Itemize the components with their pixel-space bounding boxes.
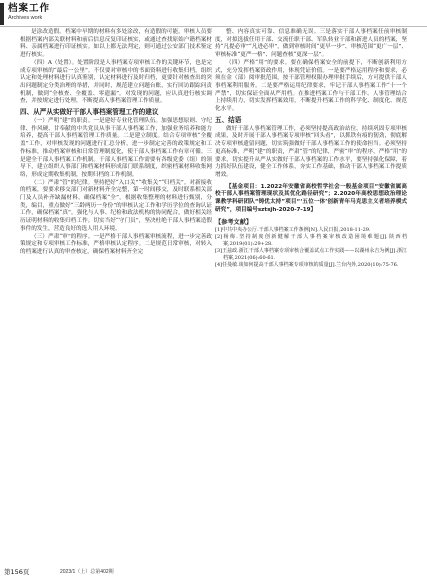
header-divider xyxy=(0,26,427,27)
reference-item: [2]杨梅.坚持制度创新健解干部人事档案审核改造困境难题[J].陕西档案,2019(01):29+28. xyxy=(215,234,407,248)
page-number: 第156页 xyxy=(4,568,30,576)
body-paragraph: （四）严格“用”的要求。要在确保档案安全的前提下，不断创新利用方式，充分发挥档案资政作用，体现凭证价值。一是要严格运用程序和要求，必须在金（部）阅审批范围，按干部管理权限办理审批手续后，方可提供干部人事档案利用服务。二是要严格运用纪律要求，牢记干部人事档案工作“十一个严禁”，切实保证全面从严用档。在推进档案工作与干部工作、人事管理结合上持续用力，切实发挥档案效用，不断提升档案工作的科学化、制度化、规范化水平。 xyxy=(215,59,407,113)
funding-note: 【基金项目：1.2022年安徽省高校哲学社会一般基金项目“安徽省属高校干部人事档案管理现状及其优化路径研究”；2.2020年高校思想政治理论课教学科研团队“铸优太持”项目“‘五位一体’创新青年马克思主义者培养模式研究”，项目编号sztsjh-2020-7-19】 xyxy=(215,183,407,213)
body-paragraph: （三）严肃“审”的程序。一是严格干部人事档案审核流程，进一步完善政策规定和专项审核工作标准，严格审核认定程序。二是规范日常审核，对转入的档案进行认真的审查核定，确保档案材料齐全完 xyxy=(20,233,212,255)
body-paragraph: 做好干部人事档案管理工作，必须坚持提高政治站位，持续巩固专项审核成果，及时开展干部人事档案专项审核“回头看”，以抓铁有痕的韧劲，彻底解决专项审核遗留问题，切实筑强做好干部人事档案工作的使命担当。必须坚持更高标准，严明“建”的职责，严肃“管”的纪律，严密“审”的程序，严格“用”的要求，切实提升从严从实做好干部人事档案的工作水平，要坚持强化保障，着力抓好队伍建设，健全工作体系，夯实工作基础，推动干部人事档案工作提质增效。 xyxy=(215,125,407,178)
page-footer xyxy=(0,566,427,580)
header-accent-bar xyxy=(0,3,4,25)
body-paragraph: 整、内容真实可靠、信息准确无误。三是落实干部人事档案任前审核制度，对拟选拔任用干部、交流任职干部、军队转业干部和新进人员的档案，坚持“凡提必审”“凡进必审”，做到审核时间“更早一步”、审核范围“更广一层”、审核标准“更严一格”、问题查核“更深一层”。 xyxy=(215,29,407,59)
issue-info: 2023/1（上）总第402期 xyxy=(60,569,114,575)
right-column xyxy=(215,29,407,269)
references-heading: 【参考文献】 xyxy=(215,219,253,227)
journal-section-title: 档案工作 xyxy=(8,3,51,14)
reference-item: [1]中共中央办公厅.干部人事档案工作条例[N].人民日报,2018-11-29. xyxy=(215,227,371,234)
section-heading: 五、结语 xyxy=(215,115,242,124)
body-paragraph: （一）严明“建”的职责。一是建好专业化管理队伍。加强思想原则、守纪律、作风硬、甘奉献的中共党员从事干部人事档案工作，加强业务培养和能力培养，提高干部人事档案管理工作质量。二是建立制度。结合专项审核“全覆盖”工作，对审核发现的问题进行汇总分析，进一步制定完善的政策规定和工作标准，推动档案审核和日常管理制度化，使干部人事档案工作有章可循。三是建全干部人事档案工作机制。干部人事档案工作需要有各级党委（组）的领导下，建立组织人事部门和档案材料形成部门联系制度，织密档案材料收集网络，形成定期收集机制，按期归档的工作机制。 xyxy=(20,118,212,178)
journal-section-subtitle: Archives work xyxy=(8,15,43,21)
page-header xyxy=(0,0,427,27)
body-paragraph: （四）A（处置）。处置阶段是人事档案专项审核工作的关键环节，也是完成专项审核的“最后一公里”。不仅要对审核中的书面资料进行收集归档，组织认定和处理材料进行认真鉴别，认定材料进行及时归档，更要针对核查出的突出问题制定分类治理的举措，并同时，规范建立问题台账，实行回访跟踪问责机制，做到“全核查、全覆盖、零遗漏”。对发现的问题，应认真进行核实调查，并按规定进行处理，不断提高人事档案管理工作质量。 xyxy=(20,59,212,105)
body-paragraph: （二）严肃“管”的纪律。坚持把好“入口关”“收集关”“归档关”。对新接收的档案，要要求移交部门对新材料齐全完整，第一时间移交，及时联系相关部门及人员补齐缺漏材料。确保档案“全”，根据收集整理的材料进行甄别，分类，编目，重点做好“三龄两历一身份”的审核认定工作和学历学位的查询认证工作，确保档案“真”。强化与人事、纪检和政法机构的协同配合，做好相关经历证明材料的收集归档工作。切实当好“守门员”，坚决杜绝干部人事档案造假事件的发生，营造良好的选人用人环境。 xyxy=(20,179,212,232)
body-paragraph: 是涂改造假。档案中早期的材料有多处涂改，有造假的可能。审核人员要根据档案内部关联材料和前后信息反复印证核实，或通过查找原始户籍档案材料、亲属档案进行印证核实。如以上都无法判定，则可通过公安部门技术鉴定进行核实。 xyxy=(20,29,212,59)
left-column xyxy=(20,29,212,257)
reference-item: [4]任曼敏.谈如何提高干部人事档案专项审核的质量[J].兰台内外,2020(10):75-76. xyxy=(215,262,399,269)
reference-item: [3]王兹政.浙江干部人事档案专项审核合覆盖试点工作实践——以湖州永吉为例[J].浙江档案,2021(06):60-61. xyxy=(215,248,407,262)
section-heading: 四、从严从实做好干部人事档案管理工作的建议 xyxy=(20,108,159,117)
